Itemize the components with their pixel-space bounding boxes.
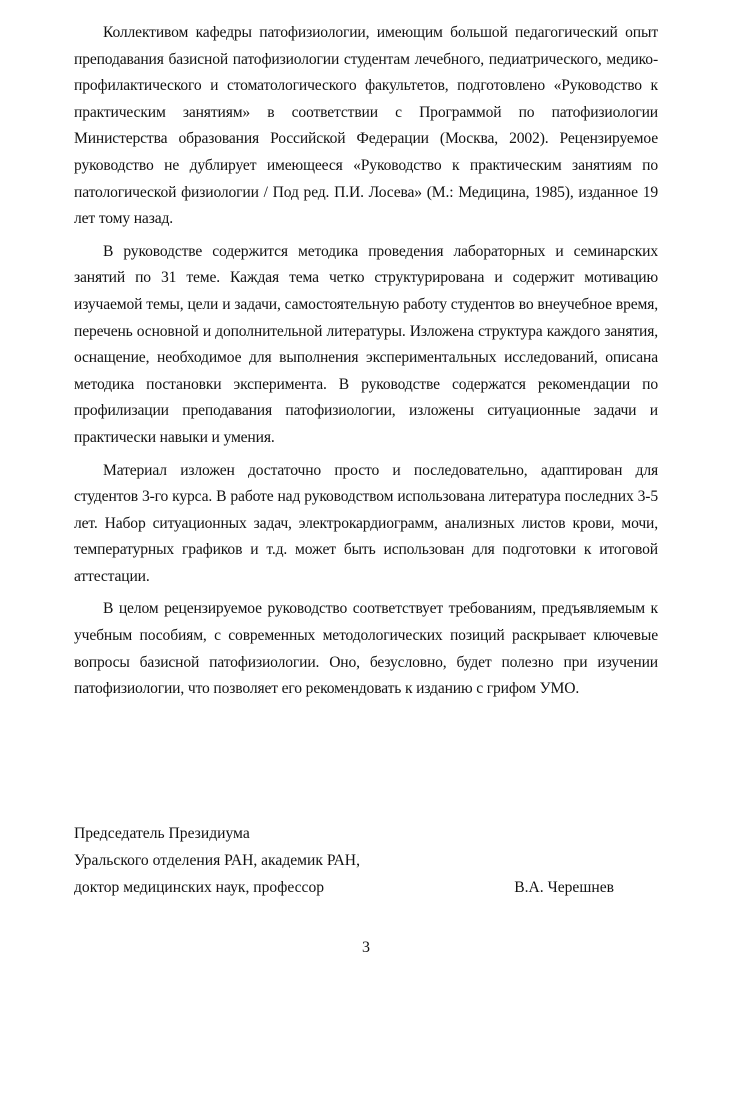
signature-affiliation: Уральского отделения РАН, академик РАН, — [74, 852, 360, 869]
page-number: 3 — [362, 939, 370, 956]
signature-position: Председатель Президиума — [74, 825, 250, 842]
paragraph-2: В руководстве содержится методика проведения лабораторных и семинарских занятий по 31 теме. Каждая тема четко структурирована и содержит мотивацию изучаемой темы, цели и задачи, самостоятельную работу студентов во внеучебное время, перечень основной и дополнительной литературы. Изложена структура каждого занятия, оснащение, необходимое для выполнения экспериментальных исследований, описана методика постановки эксперимента. В руководстве содержатся рекомендации по профилизации преподавания патофизиологии, изложены ситуационные задачи и практически навыки и умения. — [74, 242, 658, 446]
paragraph-3: Материал изложен достаточно просто и последовательно, адаптирован для студентов 3-го курса. В работе над руководством использована литература последних 3-5 лет. Набор ситуационных задач, электрокардиограмм, анализных листов крови, мочи, температурных графиков и т.д. может быть использован для подготовки к итоговой аттестации. — [74, 461, 658, 585]
paragraph-4: В целом рецензируемое руководство соответствует требованиям, предъявляемым к учебным пособиям, с современных методологических позиций раскрывает ключевые вопросы базисной патофизиологии. Оно, безусловно, будет полезно при изучении патофизиологии, что позволяет его рекомендовать к изданию с грифом УМО. — [74, 600, 658, 698]
signature-name: В.А. Черешнев — [514, 879, 614, 896]
signature-block — [74, 820, 658, 901]
review-text — [74, 20, 658, 703]
signature-row — [74, 874, 614, 901]
signature-degree: доктор медицинских наук, профессор — [74, 879, 325, 896]
paragraph-1: Коллективом кафедры патофизиологии, имеющим большой педагогический опыт преподавания базисной патофизиологии студентам лечебного, педиатрического, медико-профилактического и стоматологического факультетов, подготовлено «Руководство к практическим занятиям» в соответствии с Программой по патофизиологии Министерства образования Российской Федерации (Москва, 2002). Рецензируемое руководство не дублирует имеющееся «Руководство к практическим занятиям по патологической физиологии / Под ред. П.И. Лосева» (М.: Медицина, 1985), изданное 19 лет тому назад. — [74, 24, 658, 228]
